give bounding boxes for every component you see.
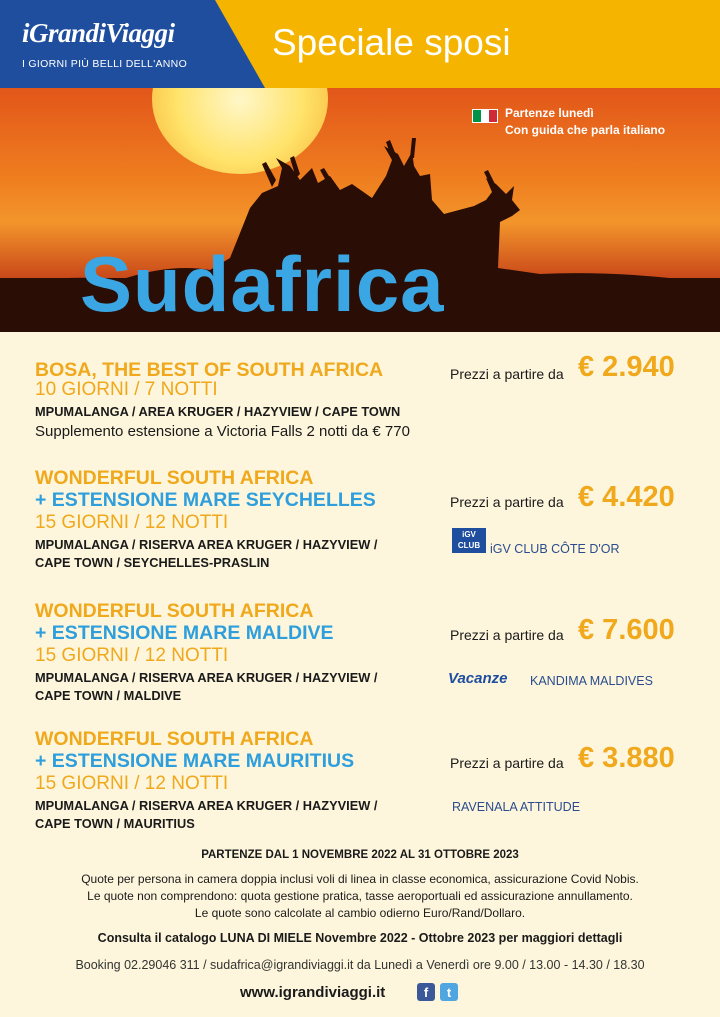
offer-route-line2: CAPE TOWN / MAURITIUS <box>35 816 195 831</box>
offer-title: WONDERFUL SOUTH AFRICA <box>35 600 314 622</box>
offer-price: € 7.600 <box>578 614 675 646</box>
resort-name: iGV CLUB CÔTE D'OR <box>490 542 620 556</box>
offer-price: € 2.940 <box>578 351 675 383</box>
igv-club-logo <box>452 528 486 553</box>
departure-note <box>505 105 665 139</box>
booking-info: Booking 02.29046 311 / sudafrica@igrandiviaggi.it da Lunedì a Venerdì ore 9.00 / 13.00 - 14.30 / 18.30 <box>75 958 645 972</box>
offer-route-line2: CAPE TOWN / SEYCHELLES-PRASLIN <box>35 555 270 570</box>
price-from-label: Prezzi a partire da <box>450 494 564 510</box>
offer-price: € 4.420 <box>578 481 675 513</box>
italian-flag-icon <box>472 109 498 123</box>
website-link[interactable]: www.igrandiviaggi.it <box>240 984 386 1001</box>
resort-name: RAVENALA ATTITUDE <box>452 800 581 814</box>
offer-route: MPUMALANGA / AREA KRUGER / HAZYVIEW / CAPE TOWN <box>35 404 401 419</box>
hero-image <box>0 88 720 332</box>
offer-route-line1: MPUMALANGA / RISERVA AREA KRUGER / HAZYVIEW / <box>35 670 378 685</box>
price-from-label: Prezzi a partire da <box>450 366 564 382</box>
offer-title: WONDERFUL SOUTH AFRICA <box>35 728 314 750</box>
offer-duration: 15 GIORNI / 12 NOTTI <box>35 645 229 666</box>
departure-days: Partenze lunedì <box>505 106 594 120</box>
offer-route-line1: MPUMALANGA / RISERVA AREA KRUGER / HAZYVIEW / <box>35 537 378 552</box>
offer-route-line1: MPUMALANGA / RISERVA AREA KRUGER / HAZYVIEW / <box>35 798 378 813</box>
brand-logo[interactable]: iGrandiViaggi <box>22 18 175 48</box>
offer-duration: 15 GIORNI / 12 NOTTI <box>35 773 229 794</box>
club-logo-text: CLUB <box>457 541 481 550</box>
header-bar <box>0 0 720 88</box>
resort-name: KANDIMA MALDIVES <box>530 674 653 688</box>
igv-logo-text: iGV <box>462 530 476 539</box>
twitter-icon[interactable]: t <box>440 983 458 1001</box>
price-conditions <box>0 871 720 922</box>
page-title: Speciale sposi <box>272 22 511 63</box>
offer-subtitle: + ESTENSIONE MARE MAURITIUS <box>35 750 355 772</box>
conditions-line1: Quote per persona in camera doppia inclusi voli di linea in classe economica, assicurazione Covid Nobis. <box>81 872 639 886</box>
offer-title: BOSA, THE BEST OF SOUTH AFRICA <box>35 359 384 381</box>
offer-duration: 10 GIORNI / 7 NOTTI <box>35 379 218 400</box>
offer-price: € 3.880 <box>578 742 675 774</box>
offer-subtitle: + ESTENSIONE MARE SEYCHELLES <box>35 489 376 511</box>
vacanze-logo: Vacanze <box>448 670 508 687</box>
conditions-line3: Le quote sono calcolate al cambio odierno Euro/Rand/Dollaro. <box>194 906 526 920</box>
price-from-label: Prezzi a partire da <box>450 627 564 643</box>
facebook-icon[interactable]: f <box>417 983 435 1001</box>
offer-duration: 15 GIORNI / 12 NOTTI <box>35 512 229 533</box>
offer-title: WONDERFUL SOUTH AFRICA <box>35 467 314 489</box>
italian-guide-note: Con guida che parla italiano <box>505 123 666 137</box>
brand-tagline: I GIORNI PIÙ BELLI DELL'ANNO <box>22 58 188 70</box>
conditions-line2: Le quote non comprendono: quota gestione pratica, tasse aeroportuali ed assicurazione annullamento. <box>87 889 633 903</box>
price-from-label: Prezzi a partire da <box>450 755 564 771</box>
catalog-note: Consulta il catalogo LUNA DI MIELE Novembre 2022 - Ottobre 2023 per maggiori dettagli <box>97 931 623 945</box>
offer-supplement: Supplemento estensione a Victoria Falls 2 notti da € 770 <box>35 423 410 440</box>
offer-route-line2: CAPE TOWN / MALDIVE <box>35 688 182 703</box>
departure-period: PARTENZE DAL 1 NOVEMBRE 2022 AL 31 OTTOBRE 2023 <box>201 849 519 861</box>
offer-subtitle: + ESTENSIONE MARE MALDIVE <box>35 622 334 644</box>
destination-title: Sudafrica <box>80 240 445 328</box>
